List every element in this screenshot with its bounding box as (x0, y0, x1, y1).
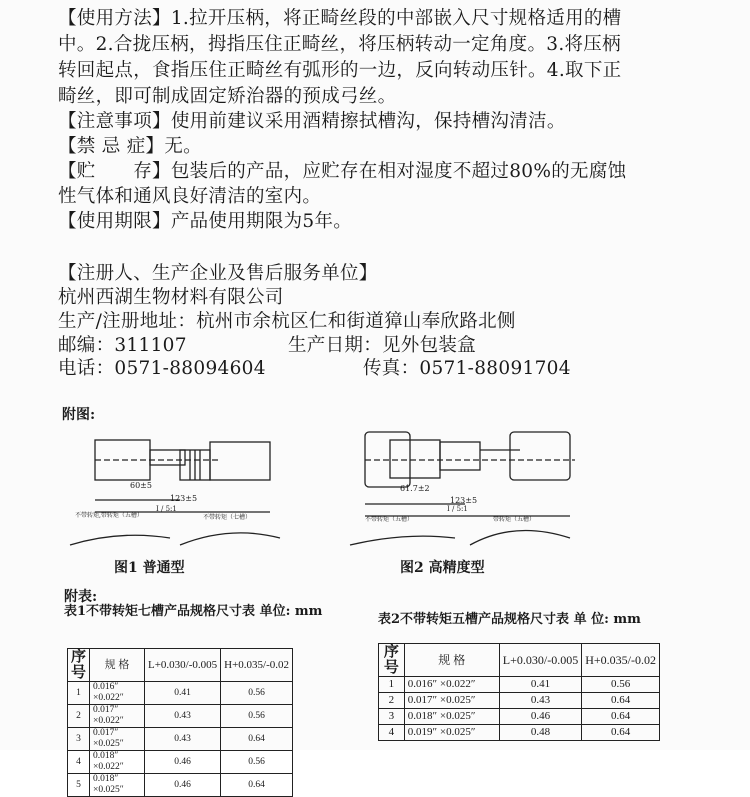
contraindications (58, 132, 202, 158)
figure-1-drawing (60, 420, 310, 550)
table-cell: 2 (379, 693, 405, 709)
shelf-life (58, 207, 352, 233)
table-cell: 0.017″ ×0.025″ (404, 693, 499, 709)
production-date: 生产日期：见外包装盒 (288, 335, 477, 356)
fig1-right-handle (210, 442, 270, 480)
table-cell: 0.56 (582, 677, 660, 693)
table-cell: 3 (379, 709, 405, 725)
table-cell: 1 (379, 677, 405, 693)
fig2-right-note: 带转矩（五槽） (493, 516, 536, 523)
table-cell: 0.64 (582, 709, 660, 725)
usage-line-4: 畸丝，即可制成固定矫治器的预成弓丝。 (58, 86, 397, 107)
tables-heading: 附表: (64, 589, 98, 605)
table-cell: 1 (68, 682, 90, 705)
table-row (379, 693, 660, 709)
phone: 电话：0571-88094604 (58, 358, 266, 379)
table-cell: 0.017″ ×0.022″ (90, 705, 145, 728)
fig1-right-note: 不带转矩（七槽） (203, 514, 252, 521)
header-cell: 规 格 (404, 644, 499, 677)
table-cell: 0.64 (221, 728, 293, 751)
company-address: 生产/注册地址：杭州市余杭区仁和街道獐山奉欣路北侧 (58, 311, 516, 332)
table-cell: 0.018″ ×0.022″ (90, 751, 145, 774)
header-cell: 序号 (68, 649, 90, 682)
table-header-row (379, 644, 660, 677)
company-heading: 【注册人、生产企业及售后服务单位】 (58, 263, 378, 284)
fig2-sleeve (390, 440, 440, 478)
header-cell: 序号 (379, 644, 405, 677)
table-cell: 0.46 (144, 751, 220, 774)
usage-label: 【使用方法】 (58, 8, 171, 29)
table-row (68, 774, 293, 797)
table-2-title: 表2不带转矩五槽产品规格尺寸表 单 位: mm (378, 612, 641, 627)
fig2-dim-2: 123±5 (450, 496, 478, 505)
table-row (68, 682, 293, 705)
header-cell: 规 格 (90, 649, 145, 682)
table-row (68, 728, 293, 751)
fig2-scale: I / 5:1 (447, 505, 468, 513)
shelf-life-label: 【使用期限】 (58, 211, 171, 232)
fig1-left-note: 不带转矩,带转矩（五槽） (75, 512, 143, 519)
fig2-knurl (440, 442, 480, 470)
table-cell: 5 (68, 774, 90, 797)
table-row (68, 705, 293, 728)
table-cell: 0.46 (144, 774, 220, 797)
table-cell: 4 (68, 751, 90, 774)
table-row (379, 677, 660, 693)
table-cell: 0.64 (582, 693, 660, 709)
header-cell: L+0.030/-0.005 (499, 644, 581, 677)
table-1-title: 表1不带转矩七槽产品规格尺寸表 单位: mm (64, 604, 323, 619)
fig1-dim-1: 60±5 (130, 481, 152, 490)
table-cell: 0.43 (144, 705, 220, 728)
shelf-life-text: 产品使用期限为5年。 (170, 211, 353, 232)
table-cell: 0.41 (499, 677, 581, 693)
figure-2-drawing (345, 420, 585, 550)
table-cell: 0.56 (221, 682, 293, 705)
header-cell: H+0.035/-0.02 (221, 649, 293, 682)
postcode: 邮编：311107 (58, 335, 187, 356)
table-row (379, 709, 660, 725)
usage-line-1 (58, 4, 621, 30)
table-row (379, 725, 660, 741)
precautions (58, 107, 566, 133)
fig2-right-handle (510, 432, 570, 480)
figure-1-caption: 图1 普通型 (114, 560, 185, 576)
header-cell: L+0.030/-0.005 (144, 649, 220, 682)
table-2 (378, 643, 660, 741)
contraindications-label: 【禁 忌 症】 (58, 136, 165, 157)
fax: 传真：0571-88091704 (363, 358, 571, 379)
usage-line-3: 转回起点，食指压住正畸丝有弧形的一边，反向转动压针。4.取下正 (58, 60, 622, 81)
fig1-scale: I / 5:1 (156, 505, 177, 513)
table-cell: 2 (68, 705, 90, 728)
storage-line-2: 性气体和通风良好清洁的室内。 (58, 186, 322, 207)
table-cell: 0.43 (499, 693, 581, 709)
usage-text: 1.拉开压柄，将正畸丝段的中部嵌入尺寸规格适用的槽 (170, 8, 622, 29)
figures-heading: 附图: (62, 407, 96, 423)
table-cell: 0.016″ ×0.022″ (404, 677, 499, 693)
table-cell: 0.56 (221, 705, 293, 728)
table-row (68, 751, 293, 774)
table-cell: 0.64 (221, 774, 293, 797)
table-cell: 0.016″ ×0.022″ (90, 682, 145, 705)
fig2-dim-1: 61.7±2 (400, 484, 430, 493)
fig1-dim-2: 123±5 (170, 494, 198, 503)
table-cell: 0.018″ ×0.025″ (90, 774, 145, 797)
company-name: 杭州西湖生物材料有限公司 (58, 287, 284, 308)
storage-text: 包装后的产品，应贮存在相对湿度不超过80%的无腐蚀 (170, 161, 627, 182)
table-cell: 0.018″ ×0.025″ (404, 709, 499, 725)
precautions-text: 使用前建议采用酒精擦拭槽沟，保持槽沟清洁。 (170, 111, 566, 132)
table-cell: 0.43 (144, 728, 220, 751)
table-cell: 0.56 (221, 751, 293, 774)
table-cell: 0.41 (144, 682, 220, 705)
precautions-label: 【注意事项】 (58, 111, 171, 132)
table-header-row (68, 649, 293, 682)
table-cell: 3 (68, 728, 90, 751)
table-cell: 0.019″ ×0.025″ (404, 725, 499, 741)
storage (58, 157, 626, 183)
storage-label: 【贮 存】 (58, 161, 171, 182)
table-cell: 0.017″ ×0.025″ (90, 728, 145, 751)
table-1 (67, 648, 293, 797)
fig2-left-note: 不带转矩（五槽） (365, 516, 414, 523)
table-cell: 0.64 (582, 725, 660, 741)
figure-2-caption: 图2 高精度型 (400, 560, 485, 576)
usage-line-2: 中。2.合拢压柄，拇指压住正畸丝，将压柄转动一定角度。3.将压柄 (58, 34, 621, 55)
header-cell: H+0.035/-0.02 (582, 644, 660, 677)
contraindications-text: 无。 (164, 136, 202, 157)
table-cell: 0.48 (499, 725, 581, 741)
table-cell: 0.46 (499, 709, 581, 725)
table-cell: 4 (379, 725, 405, 741)
